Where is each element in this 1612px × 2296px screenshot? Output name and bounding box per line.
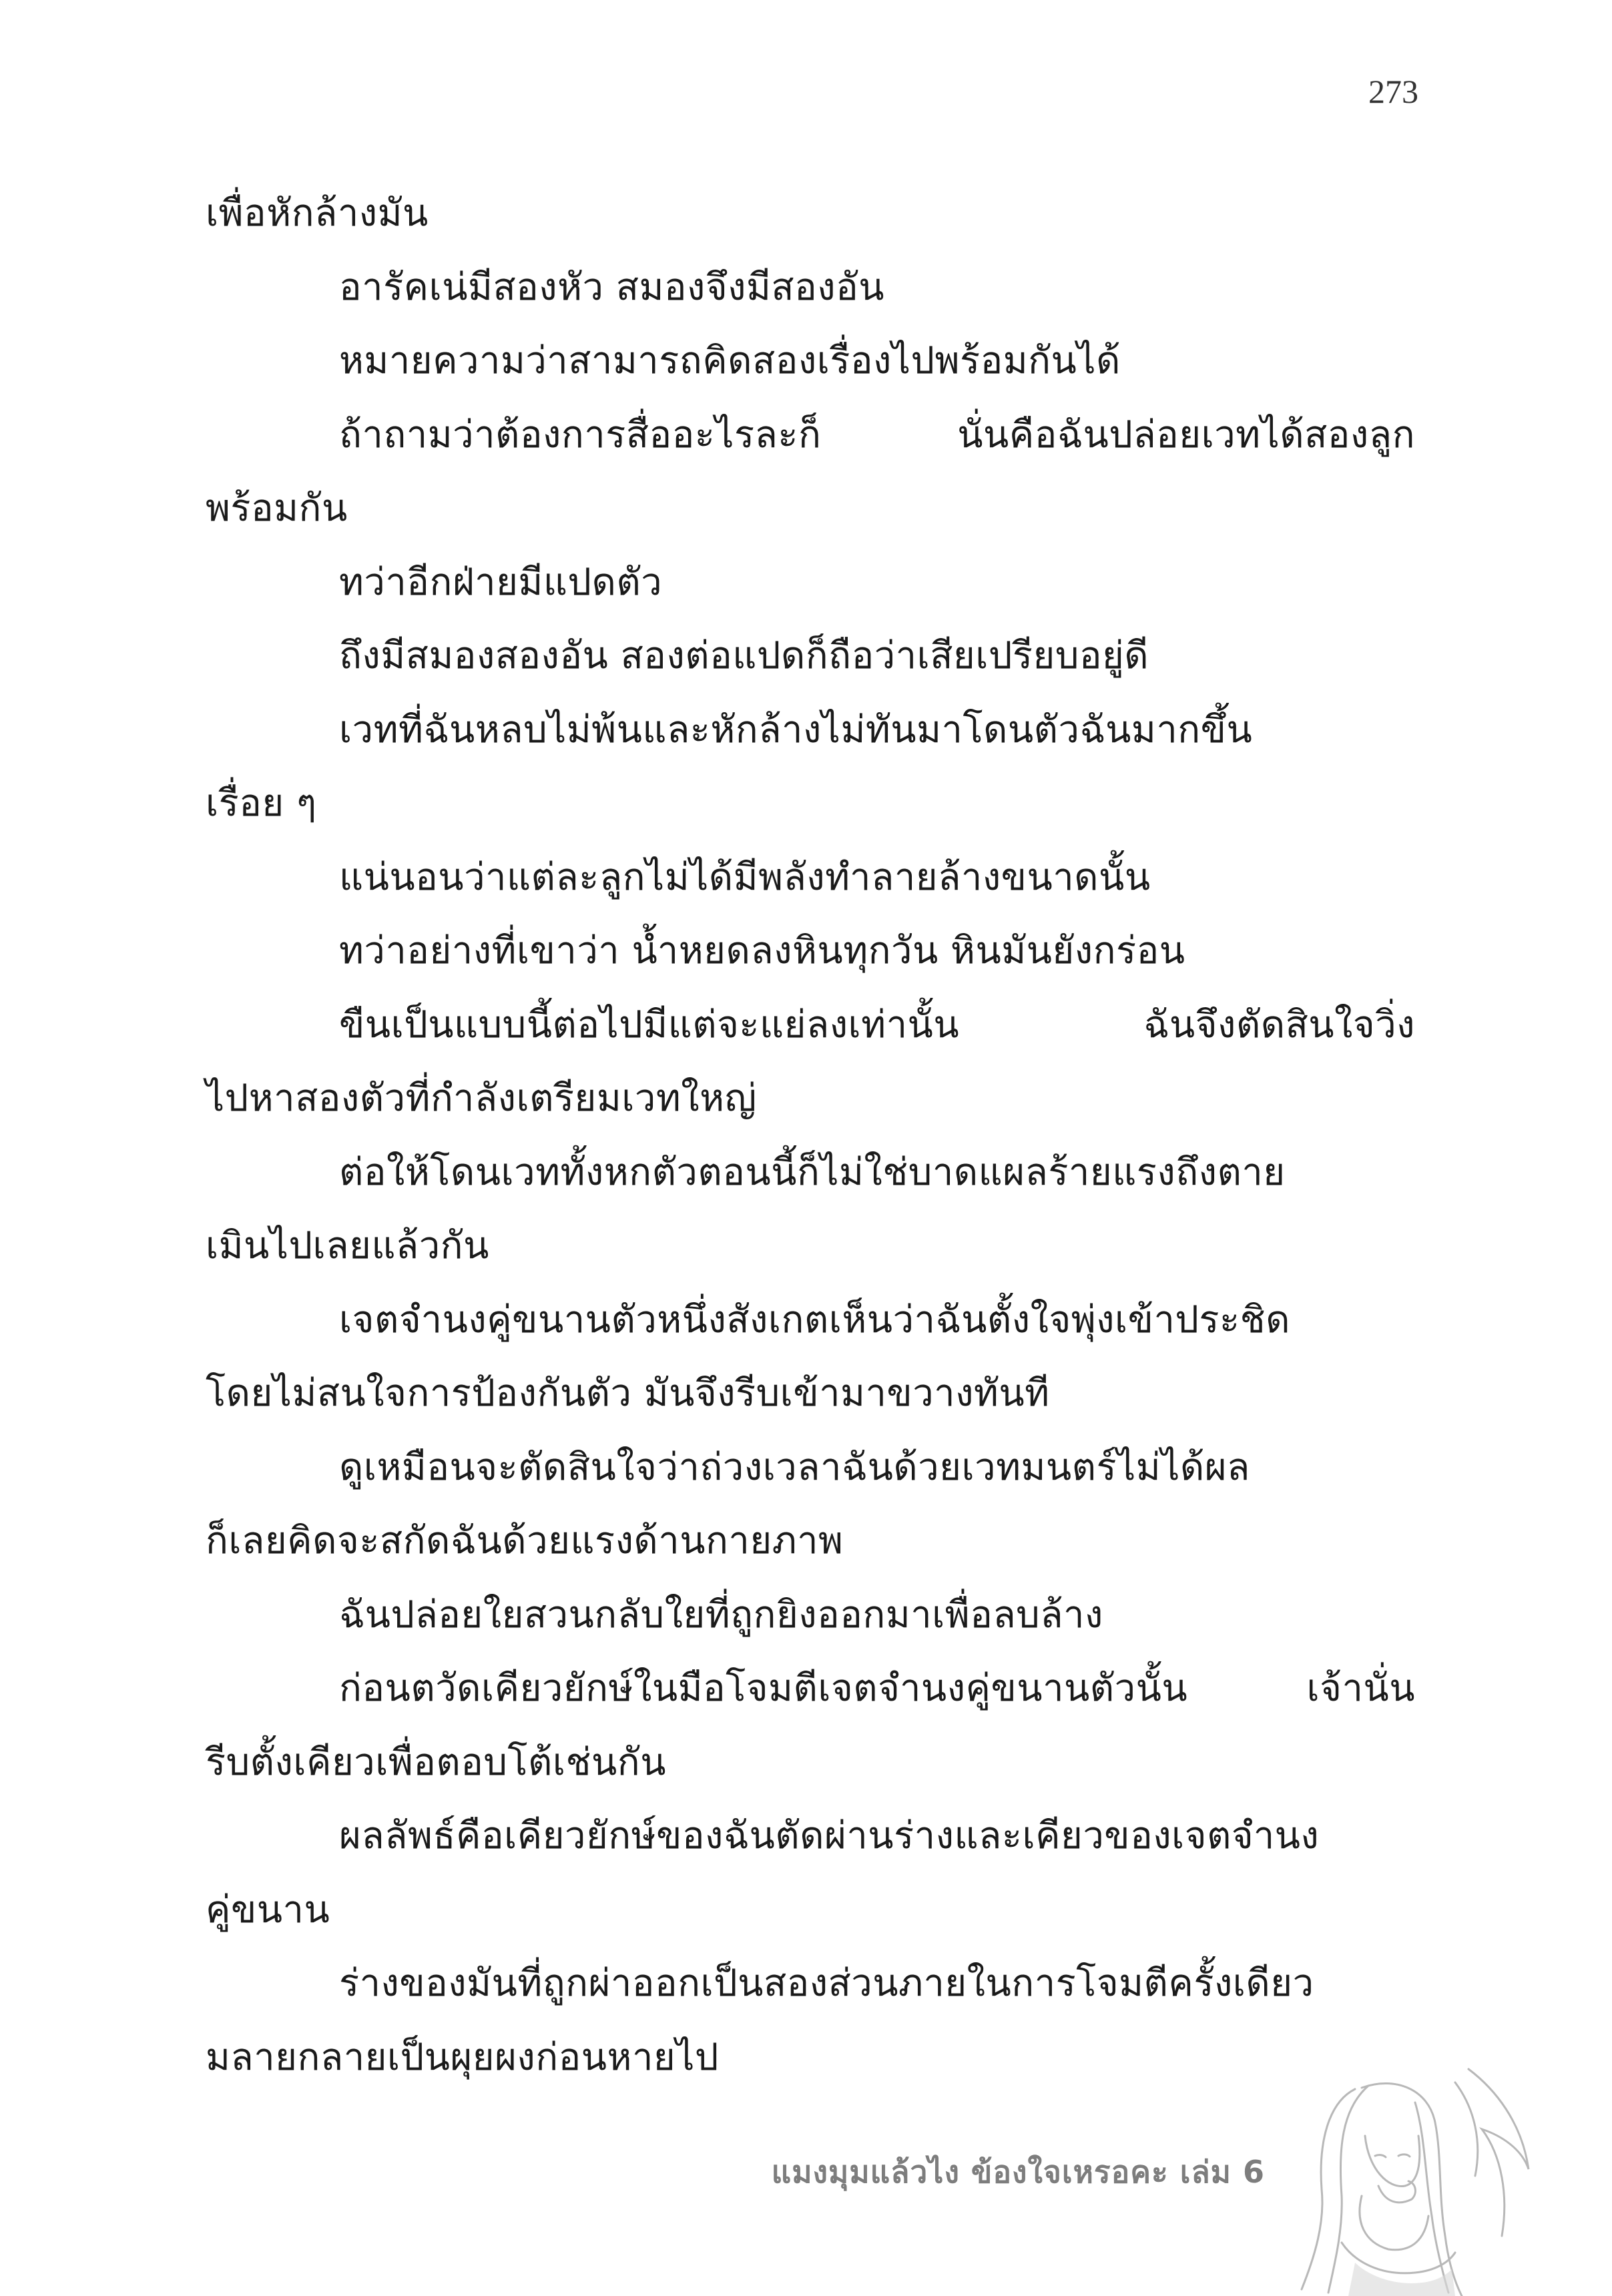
- text-line: รีบตั้งเคียวเพื่อตอบโต้เช่นกัน: [206, 1740, 666, 1784]
- text-line: ทว่าอย่างที่เขาว่า น้ำหยดลงหินทุกวัน หินมันยังกร่อน: [339, 929, 1185, 972]
- text-line: หมายความว่าสามารถคิดสองเรื่องไปพร้อมกันได้: [339, 339, 1121, 382]
- text-line: ถ้าถามว่าต้องการสื่ออะไรละก็ นั่นคือฉันปล่อยเวทได้สองลูก: [339, 412, 1415, 457]
- text-line: ฉันปล่อยใยสวนกลับใยที่ถูกยิงออกมาเพื่อลบล้าง: [339, 1593, 1103, 1637]
- text-line: เพื่อหักล้างมัน: [206, 192, 429, 235]
- text-line: ไปหาสองตัวที่กำลังเตรียมเวทใหญ่: [206, 1077, 757, 1120]
- text-line: อารัคเน่มีสองหัว สมองจึงมีสองอัน: [339, 265, 884, 309]
- text-line: คู่ขนาน: [206, 1888, 330, 1932]
- text-line: ร่างของมันที่ถูกผ่าออกเป็นสองส่วนภายในการโจมตีครั้งเดียว: [339, 1962, 1314, 2005]
- body-text: [206, 177, 1415, 2094]
- text-line: เวทที่ฉันหลบไม่พ้นและหักล้างไม่ทันมาโดนตัวฉันมากขึ้น: [339, 707, 1253, 752]
- girl-sketch-illustration: [1255, 2062, 1535, 2296]
- page-number: 273: [1368, 73, 1418, 110]
- text-line: ดูเหมือนจะตัดสินใจว่าถ่วงเวลาฉันด้วยเวทมนตร์ไม่ได้ผล: [339, 1445, 1250, 1489]
- text-line: มลายกลายเป็นผุยผงก่อนหายไป: [206, 2035, 719, 2079]
- text-line: พร้อมกัน: [206, 487, 348, 530]
- text-line: ผลลัพธ์คือเคียวยักษ์ของฉันตัดผ่านร่างและเคียวของเจตจำนง: [339, 1814, 1320, 1857]
- text-line: ก่อนตวัดเคียวยักษ์ในมือโจมตีเจตจำนงคู่ขนานตัวนั้น เจ้านั่น: [339, 1667, 1415, 1710]
- text-line: เรื่อย ๆ: [206, 782, 317, 825]
- text-line: ถึงมีสมองสองอัน สองต่อแปดก็ถือว่าเสียเปรียบอยู่ดี: [339, 634, 1149, 677]
- text-line: ต่อให้โดนเวททั้งหกตัวตอนนี้ก็ไม่ใช่บาดแผลร้ายแรงถึงตาย: [339, 1150, 1286, 1194]
- text-line: แน่นอนว่าแต่ละลูกไม่ได้มีพลังทำลายล้างขนาดนั้น: [339, 855, 1151, 899]
- text-line: ก็เลยคิดจะสกัดฉันด้วยแรงด้านกายภาพ: [206, 1519, 844, 1562]
- text-line: เจตจำนงคู่ขนานตัวหนึ่งสังเกตเห็นว่าฉันตั้งใจพุ่งเข้าประชิด: [339, 1298, 1290, 1342]
- text-line: ขืนเป็นแบบนี้ต่อไปมีแต่จะแย่ลงเท่านั้น ฉันจึงตัดสินใจวิ่ง: [339, 1002, 1415, 1047]
- text-line: โดยไม่สนใจการป้องกันตัว มันจึงรีบเข้ามาขวางทันที: [206, 1372, 1050, 1415]
- text-line: ทว่าอีกฝ่ายมีแปดตัว: [339, 560, 663, 604]
- text-line: เมินไปเลยแล้วกัน: [206, 1224, 489, 1267]
- book-title-footer: แมงมุมแล้วไง ข้องใจเหรอคะ เล่ม 6: [771, 2154, 1265, 2190]
